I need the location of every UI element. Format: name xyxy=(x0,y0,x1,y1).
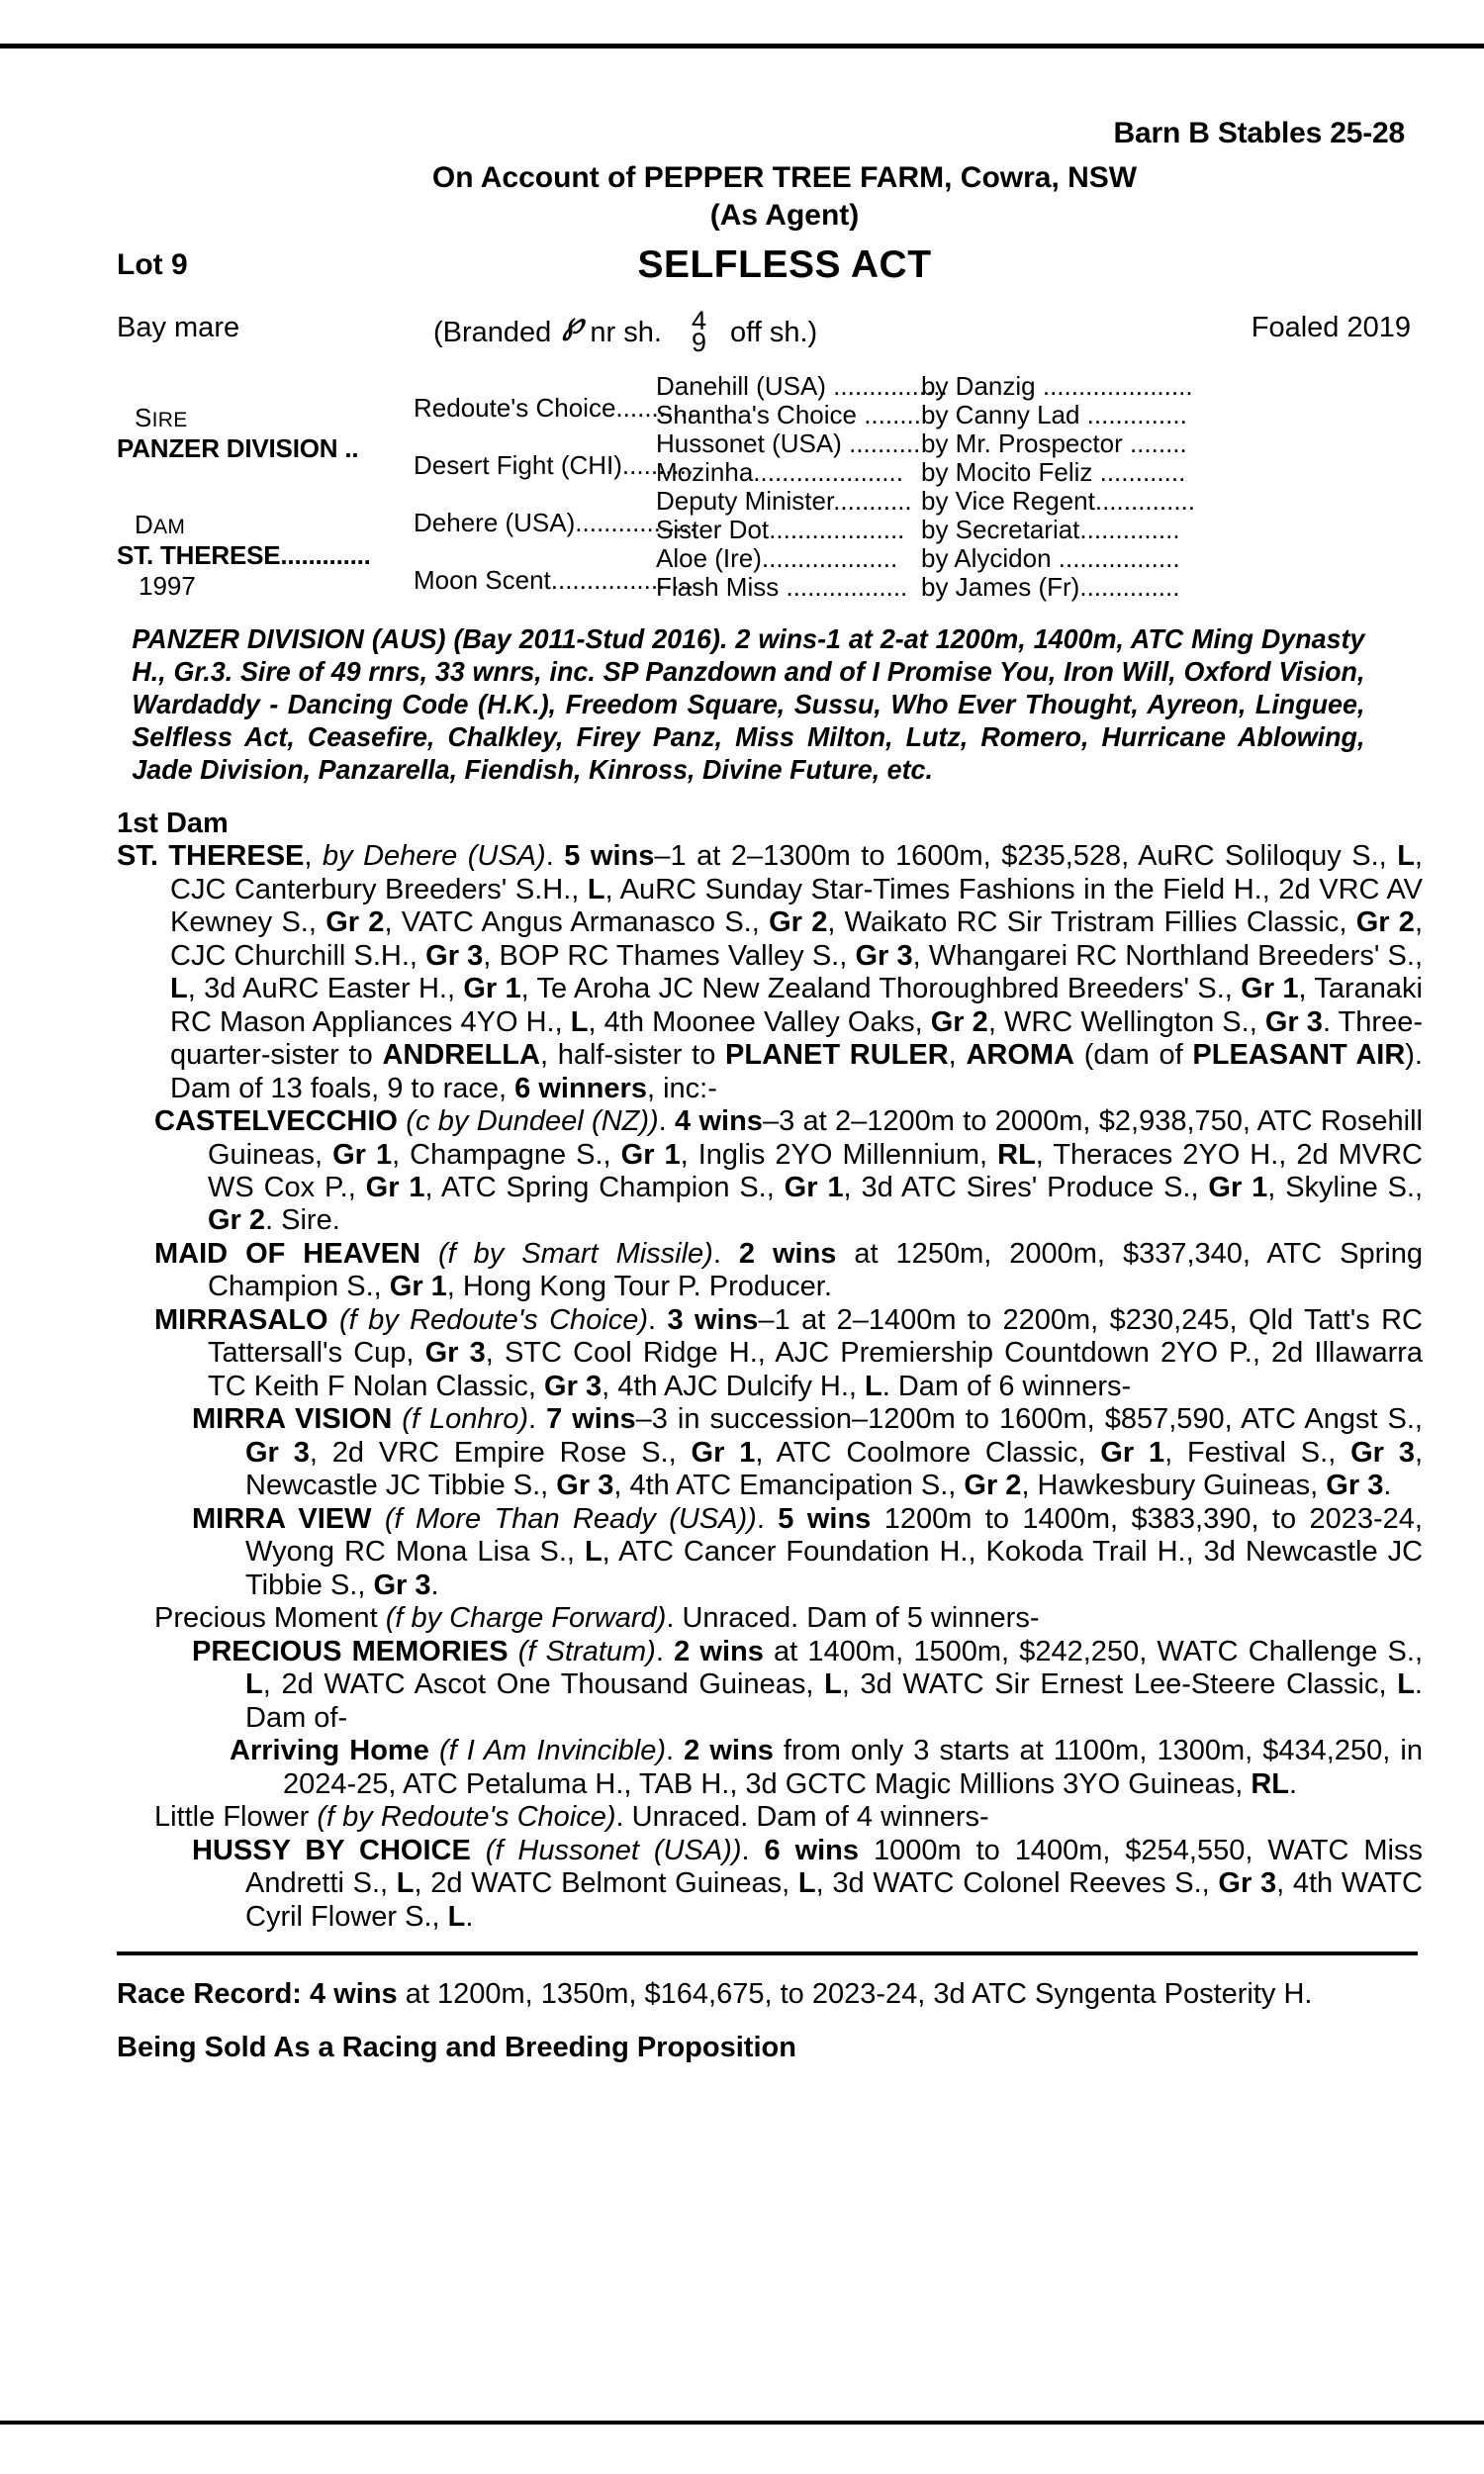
brand-details xyxy=(433,306,818,358)
great-grandparent-sire: by Danzig ..................... xyxy=(921,371,1193,401)
great-grandparent-name: Deputy Minister........... xyxy=(656,486,912,516)
pedigree-entry: ST. THERESE, by Dehere (USA). 5 wins–1 at 2–1300m to 1600m, $235,528, AuRC Soliloquy S., L, CJC Canterbury Breeders' S.H., L, AuRC Sunday Star-Times Fashions in the Field H., 2d VRC AV Kewney S., Gr 2, VATC Angus Armanasco S., Gr 2, Waikato RC Sir Tristram Fillies Classic, Gr 2, CJC Churchill S.H., Gr 3, BOP RC Thames Valley S., Gr 3, Whangarei RC Northland Breeders' S., L, 3d AuRC Easter H., Gr 1, Te Aroha JC New Zealand Thoroughbred Breeders' S., Gr 1, Taranaki RC Mason Appliances 4YO H., L, 4th Moonee Valley Oaks, Gr 2, WRC Wellington S., Gr 3. Three-quarter-sister to ANDRELLA, half-sister to PLANET RULER, AROMA (dam of PLEASANT AIR). Dam of 13 foals, 9 to race, 6 winners, inc:- xyxy=(117,840,1424,1104)
lot-header-row xyxy=(117,243,1423,298)
pedigree-table xyxy=(117,371,1423,605)
page-title: SELFLESS ACT xyxy=(637,243,932,286)
great-grandparent-name: Sister Dot................... xyxy=(656,515,905,544)
great-grandparent-name: Flash Miss ................. xyxy=(656,572,908,602)
brand-number-top: 4 xyxy=(691,306,706,335)
great-grandparent-sire: by Mr. Prospector ........ xyxy=(921,428,1187,458)
bottom-divider xyxy=(0,2421,1484,2425)
great-grandparent-name: Danehill (USA) ................ xyxy=(656,371,948,401)
off-shoulder-label: off sh.) xyxy=(730,316,818,348)
pedigree-entry: CASTELVECCHIO (c by Dundeel (NZ)). 4 wins–3 at 2–1200m to 2000m, $2,938,750, ATC Rosehill Guineas, Gr 1, Champagne S., Gr 1, Inglis 2YO Millennium, RL, Theraces 2YO H., 2d MVRC WS Cox P., Gr 1, ATC Spring Champion S., Gr 1, 3d ATC Sires' Produce S., Gr 1, Skyline S., Gr 2. Sire. xyxy=(154,1105,1424,1237)
section-divider xyxy=(117,1951,1418,1955)
barn-location: Barn B Stables 25-28 xyxy=(1113,117,1405,149)
great-grandparent-name: Hussonet (USA) .......... xyxy=(656,428,921,458)
colour-and-sex: Bay mare xyxy=(117,312,240,343)
sire-summary-paragraph: PANZER DIVISION (AUS) (Bay 2011-Stud 2016). 2 wins-1 at 2-at 1200m, 1400m, ATC Ming Dynasty H., Gr.3. Sire of 49 rnrs, 33 wnrs, inc. SP Panzdown and of I Promise You, Iron Will, Oxford Vision, Wardaddy - Dancing Code (H.K.), Freedom Square, Sussu, Who Ever Thought, Ayreon, Linguee, Selfless Act, Ceasefire, Chalkley, Firey Panz, Miss Milton, Lutz, Romero, Hurricane Ablowing, Jade Division, Panzarella, Fiendish, Kinross, Divine Future, etc. xyxy=(132,623,1365,786)
foaled-year: Foaled 2019 xyxy=(1251,312,1411,343)
sire-label: SIRE xyxy=(135,403,188,432)
vendor-account: On Account of PEPPER TREE FARM, Cowra, NSW xyxy=(431,161,1138,194)
great-grandparent-sire: by Mocito Feliz ............ xyxy=(921,457,1186,487)
great-grandparent-sire: by Alycidon ................. xyxy=(921,543,1180,573)
great-grandparent-name: Aloe (Ire)................... xyxy=(656,543,898,573)
branded-prefix-label: (Branded xyxy=(433,316,552,348)
dam-label: DAM xyxy=(135,510,186,539)
sire-block xyxy=(117,403,358,464)
great-grandparent-sire: by Vice Regent.............. xyxy=(921,486,1195,516)
pedigree-entry: MIRRASALO (f by Redoute's Choice). 3 wins–1 at 2–1400m to 2200m, $230,245, Qld Tatt's RC Tattersall's Cup, Gr 3, STC Cool Ridge H., AJC Premiership Countdown 2YO P., 2d Illawarra TC Keith F Nolan Classic, Gr 3, 4th AJC Dulcify H., L. Dam of 6 winners- xyxy=(154,1303,1424,1402)
pedigree-entry: Arriving Home (f I Am Invincible). 2 wins from only 3 starts at 1100m, 1300m, $434,250, in 2024-25, ATC Petaluma H., TAB H., 3d GCTC Magic Millions 3YO Guineas, RL. xyxy=(230,1735,1423,1800)
sire-name: PANZER DIVISION .. xyxy=(117,433,359,463)
first-dam-heading: 1st Dam xyxy=(117,808,229,840)
pedigree-entry: MAID OF HEAVEN (f by Smart Missile). 2 wins at 1250m, 2000m, $337,340, ATC Spring Champion S., Gr 1, Hong Kong Tour P. Producer. xyxy=(154,1237,1423,1303)
dam-block xyxy=(117,510,371,602)
dam-name: ST. THERESE............. xyxy=(117,540,371,570)
great-grandparent-sire: by Canny Lad .............. xyxy=(921,400,1187,429)
top-divider xyxy=(0,44,1484,48)
pedigree-entry: PRECIOUS MEMORIES (f Stratum). 2 wins at 1400m, 1500m, $242,250, WATC Challenge S., L, 2d WATC Ascot One Thousand Guineas, L, 3d WATC Sir Ernest Lee-Steere Classic, L. Dam of- xyxy=(192,1635,1423,1734)
lot-number: Lot 9 xyxy=(117,248,188,281)
granddam-1: Dehere (USA)................. xyxy=(414,508,697,537)
granddam-2: Moon Scent.................... xyxy=(414,565,695,595)
race-record: Race Record: 4 wins at 1200m, 1350m, $164,675, to 2023-24, 3d ATC Syngenta Posterity H. xyxy=(117,1978,1313,2011)
sale-terms: Being Sold As a Racing and Breeding Proposition xyxy=(117,2031,796,2063)
pedigree-entry: Precious Moment (f by Charge Forward). Unraced. Dam of 5 winners- xyxy=(154,1602,1040,1635)
great-grandparent-name: Mozinha..................... xyxy=(656,457,903,487)
pedigree-entries-list xyxy=(117,840,1423,1934)
pedigree-entry: Little Flower (f by Redoute's Choice). Unraced. Dam of 4 winners- xyxy=(154,1801,989,1834)
grandsire-2: Desert Fight (CHI).......... xyxy=(414,450,695,480)
horse-description-row xyxy=(117,302,1423,357)
page-content xyxy=(117,119,1423,2064)
near-shoulder-label: nr sh. xyxy=(590,316,662,348)
dam-foaling-year: 1997 xyxy=(139,571,196,601)
great-grandparent-sire: by Secretariat.............. xyxy=(921,515,1180,544)
great-grandparent-name: Shantha's Choice ........ xyxy=(656,400,921,429)
brand-number-stack xyxy=(691,306,706,358)
pedigree-entry: HUSSY BY CHOICE (f Hussonet (USA)). 6 wins 1000m to 1400m, $254,550, WATC Miss Andretti S., L, 2d WATC Belmont Guineas, L, 3d WATC Colonel Reeves S., Gr 3, 4th WATC Cyril Flower S., L. xyxy=(192,1834,1424,1933)
grandsire-1: Redoute's Choice............. xyxy=(414,393,709,423)
pedigree-entry: MIRRA VISION (f Lonhro). 7 wins–3 in succession–1200m to 1600m, $857,590, ATC Angst S., Gr 3, 2d VRC Empire Rose S., Gr 1, ATC Coolmore Classic, Gr 1, Festival S., Gr 3, Newcastle JC Tibbie S., Gr 3, 4th ATC Emancipation S., Gr 2, Hawkesbury Guineas, Gr 3. xyxy=(192,1403,1424,1502)
great-grandparent-sire: by James (Fr).............. xyxy=(921,572,1180,602)
agent-note: (As Agent) xyxy=(709,198,860,232)
pedigree-entry: MIRRA VIEW (f More Than Ready (USA)). 5 wins 1200m to 1400m, $383,390, to 2023-24, Wyong RC Mona Lisa S., L, ATC Cancer Foundation H., Kokoda Trail H., 3d Newcastle JC Tibbie S., Gr 3. xyxy=(192,1502,1424,1601)
brand-number-bottom: 9 xyxy=(691,328,706,358)
brand-symbol-icon: ℘ xyxy=(562,306,579,342)
